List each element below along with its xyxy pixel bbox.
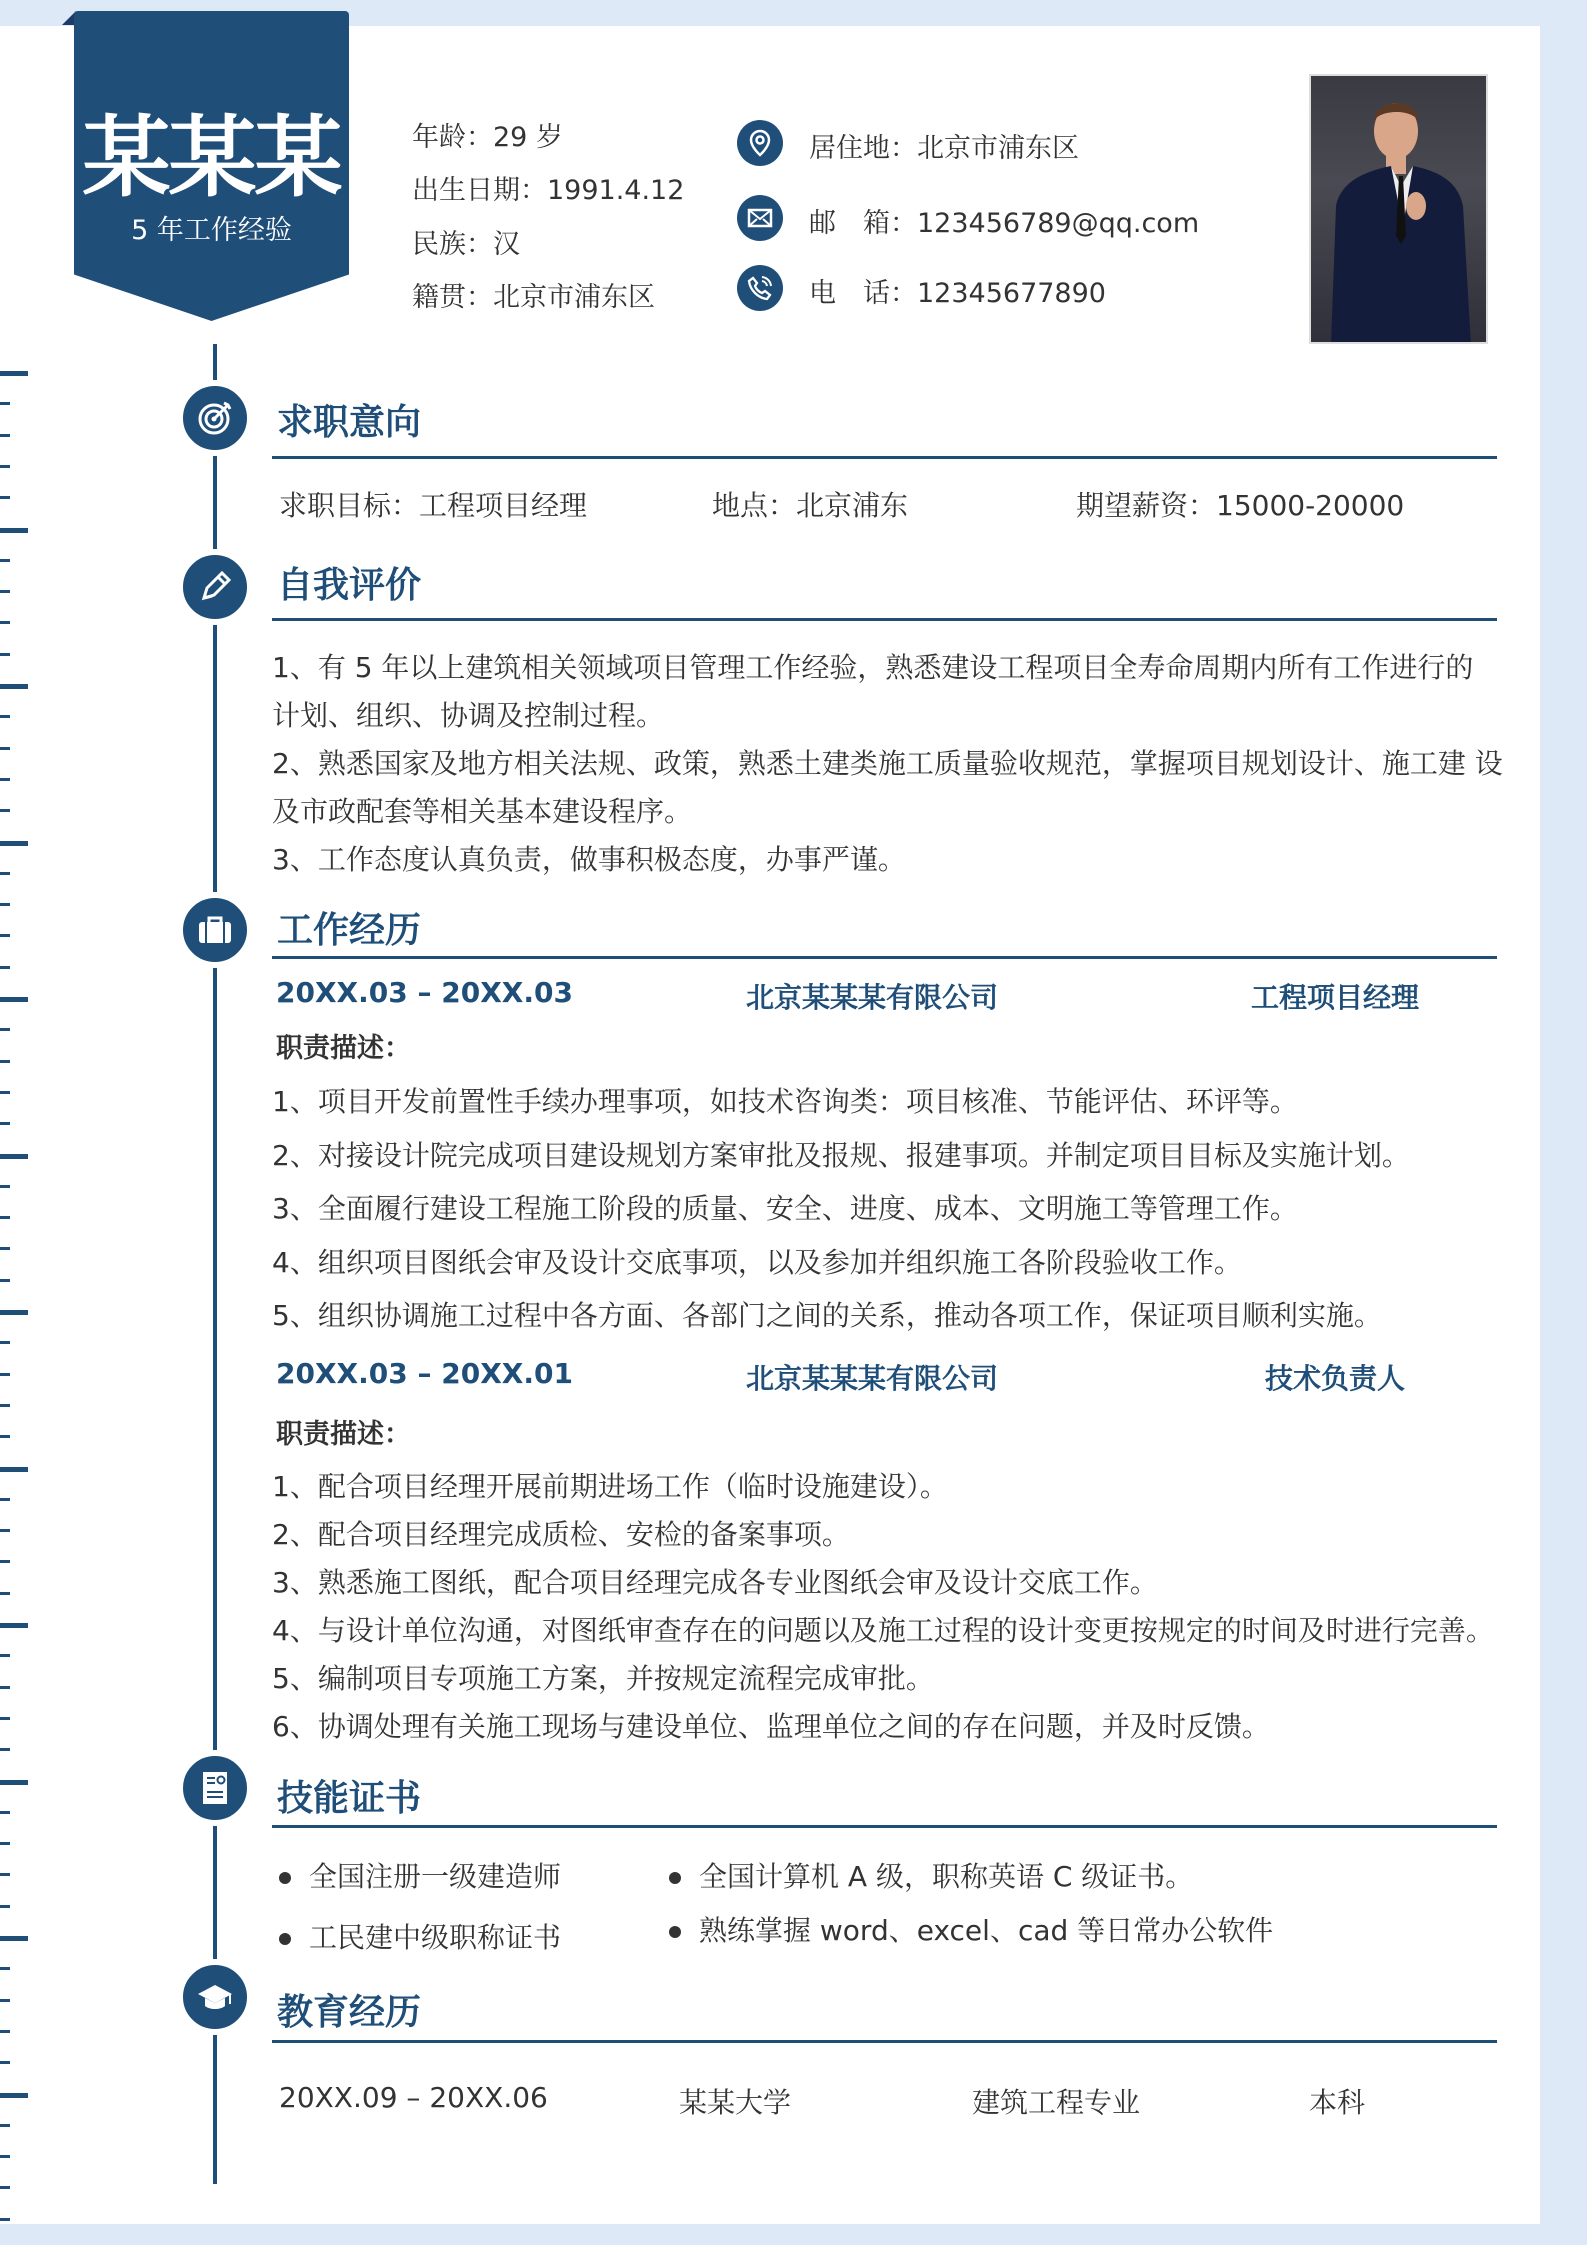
ruler-tick	[0, 434, 10, 437]
ruler-tick	[0, 2030, 10, 2033]
candidate-name: 某某某	[82, 106, 341, 209]
ruler-tick	[0, 1310, 28, 1315]
ruler-tick	[0, 1717, 10, 1720]
skill-text: 全国计算机 A 级，职称英语 C 级证书。	[699, 1860, 1194, 1893]
ruler-tick	[0, 653, 10, 656]
ruler-tick	[0, 2093, 28, 2098]
skill-item	[279, 1916, 561, 1956]
ruler-tick	[0, 1091, 10, 1094]
location-icon	[737, 120, 783, 166]
ruler-tick	[0, 2061, 10, 2064]
ruler-tick	[0, 528, 28, 533]
ruler-tick	[0, 1216, 10, 1219]
age: 年龄：29 岁	[412, 122, 563, 153]
bullet-icon	[669, 1926, 681, 1938]
experience-years: 5 年工作经验	[131, 215, 292, 246]
self-evaluation-line: 及市政配套等相关基本建设程序。	[272, 795, 693, 828]
ruler-tick	[0, 1435, 10, 1438]
ruler-tick	[0, 1279, 10, 1282]
ruler-tick	[0, 1467, 28, 1472]
email: 邮 箱：123456789@qq.com	[809, 208, 1200, 239]
birth-date: 出生日期：1991.4.12	[412, 175, 685, 206]
ruler-tick	[0, 1373, 10, 1376]
section-divider	[272, 956, 1497, 959]
section-divider	[272, 456, 1497, 459]
ruler-tick	[0, 1842, 10, 1845]
skill-item	[669, 1909, 1273, 1949]
certificate-icon	[177, 1750, 253, 1826]
bullet-icon	[669, 1872, 681, 1884]
pen-icon	[177, 549, 253, 625]
ruler-tick	[0, 559, 10, 562]
native-place: 籍贯：北京市浦东区	[412, 282, 655, 313]
job-goal: 求职目标：工程项目经理	[279, 489, 588, 522]
banner-fold	[62, 11, 76, 25]
job-company: 北京某某某有限公司	[745, 1362, 998, 1395]
section-divider	[272, 2040, 1497, 2043]
job-company: 北京某某某有限公司	[745, 981, 998, 1014]
ruler-tick	[0, 841, 28, 846]
mail-icon	[737, 195, 783, 241]
skill-text: 熟练掌握 word、excel、cad 等日常办公软件	[699, 1914, 1274, 1947]
residence: 居住地：北京市浦东区	[809, 133, 1079, 164]
ruler-tick	[0, 715, 10, 718]
section-title-self: 自我评价	[277, 565, 422, 606]
ruler-tick	[0, 684, 28, 689]
duty-item: 5、组织协调施工过程中各方面、各部门之间的关系，推动各项工作，保证项目顺利实施。	[272, 1299, 1382, 1332]
ruler-tick	[0, 1404, 10, 1407]
ruler-tick	[0, 2124, 10, 2127]
edu-date: 20XX.09 – 20XX.06	[279, 2081, 548, 2114]
ruler-tick	[0, 2155, 10, 2158]
ruler-tick	[0, 1811, 10, 1814]
edu-school: 某某大学	[679, 2086, 792, 2119]
duty-item: 3、熟悉施工图纸，配合项目经理完成各专业图纸会审及设计交底工作。	[272, 1566, 1158, 1599]
self-evaluation-line: 2、熟悉国家及地方相关法规、政策，熟悉土建类施工质量验收规范，掌握项目规划设计、施工建 设	[272, 747, 1503, 780]
ruler-tick	[0, 1560, 10, 1563]
target-icon	[177, 380, 253, 456]
ruler-tick	[0, 1529, 10, 1532]
job-date: 20XX.03 – 20XX.01	[276, 1357, 573, 1390]
self-evaluation-line: 1、有 5 年以上建筑相关领域项目管理工作经验，熟悉建设工程项目全寿命周期内所有工作进行的	[272, 651, 1474, 684]
ruler-tick	[0, 809, 10, 812]
skill-item	[279, 1855, 561, 1895]
section-divider	[272, 1825, 1497, 1828]
edu-major: 建筑工程专业	[972, 2086, 1141, 2119]
phone: 电 话：12345677890	[809, 278, 1106, 309]
duty-item: 3、全面履行建设工程施工阶段的质量、安全、进度、成本、文明施工等管理工作。	[272, 1192, 1298, 1225]
duty-item: 1、配合项目经理开展前期进场工作（临时设施建设）。	[272, 1470, 948, 1503]
ruler-tick	[0, 1498, 10, 1501]
ruler-tick	[0, 1905, 10, 1908]
ruler-tick	[0, 1122, 10, 1125]
ruler-tick	[0, 1028, 10, 1031]
job-date: 20XX.03 – 20XX.03	[276, 976, 573, 1009]
phone-icon	[737, 265, 783, 311]
skill-text: 工民建中级职称证书	[309, 1921, 562, 1954]
ruler-tick	[0, 1154, 28, 1159]
briefcase-icon	[177, 892, 253, 968]
duty-item: 5、编制项目专项施工方案，并按规定流程完成审批。	[272, 1662, 934, 1695]
ruler-tick	[0, 1592, 10, 1595]
duty-item: 4、组织项目图纸会审及设计交底事项，以及参加并组织施工各阶段验收工作。	[272, 1246, 1242, 1279]
expected-salary: 期望薪资：15000-20000	[1076, 489, 1405, 522]
section-divider	[272, 618, 1497, 621]
ruler-tick	[0, 1247, 10, 1250]
ruler-tick	[0, 1780, 28, 1785]
ruler-tick	[0, 402, 10, 405]
ruler-tick	[0, 1686, 10, 1689]
ruler-tick	[0, 872, 10, 875]
ruler-tick	[0, 496, 10, 499]
job-location: 地点：北京浦东	[712, 489, 909, 522]
ruler-tick	[0, 1185, 10, 1188]
bullet-icon	[279, 1933, 291, 1945]
ethnicity: 民族：汉	[412, 229, 520, 260]
duty-item: 1、项目开发前置性手续办理事项，如技术咨询类：项目核准、节能评估、环评等。	[272, 1085, 1298, 1118]
ruler-tick	[0, 1873, 10, 1876]
profile-photo	[1309, 74, 1488, 344]
graduation-cap-icon	[177, 1959, 253, 2035]
edu-degree: 本科	[1309, 2086, 1366, 2119]
ruler-tick	[0, 2186, 10, 2189]
job-position: 技术负责人	[1264, 1362, 1405, 1395]
duties-label: 职责描述：	[276, 1419, 411, 1450]
self-evaluation-line: 3、工作态度认真负责，做事积极态度，办事严谨。	[272, 843, 906, 876]
section-title-work: 工作经历	[277, 910, 422, 951]
ruler-tick	[0, 934, 10, 937]
bullet-icon	[279, 1872, 291, 1884]
ruler-tick	[0, 966, 10, 969]
duty-item: 2、配合项目经理完成质检、安检的备案事项。	[272, 1518, 850, 1551]
ruler-tick	[0, 1654, 10, 1657]
ruler-tick	[0, 621, 10, 624]
ruler-tick	[0, 1623, 28, 1628]
duty-item: 2、对接设计院完成项目建设规划方案审批及报规、报建事项。并制定项目目标及实施计划。	[272, 1139, 1410, 1172]
ruler-tick	[0, 1967, 10, 1970]
ruler-tick	[0, 1060, 10, 1063]
ruler-tick	[0, 371, 28, 376]
ruler-tick	[0, 1936, 28, 1941]
skill-text: 全国注册一级建造师	[309, 1860, 562, 1893]
ruler-tick	[0, 465, 10, 468]
ruler-tick	[0, 778, 10, 781]
duty-item: 6、协调处理有关施工现场与建设单位、监理单位之间的存在问题，并及时反馈。	[272, 1710, 1270, 1743]
ruler-tick	[0, 2218, 10, 2221]
section-title-education: 教育经历	[277, 1992, 422, 2033]
section-title-intent: 求职意向	[277, 402, 422, 443]
duty-item: 4、与设计单位沟通，对图纸审查存在的问题以及施工过程的设计变更按规定的时间及时进行完善。	[272, 1614, 1494, 1647]
ruler-tick	[0, 903, 10, 906]
skill-item	[669, 1855, 1193, 1895]
ruler-tick	[0, 747, 10, 750]
ruler-tick	[0, 590, 10, 593]
ruler-tick	[0, 1341, 10, 1344]
section-title-skills: 技能证书	[277, 1778, 422, 1819]
ruler-tick	[0, 1999, 10, 2002]
ruler-tick	[0, 1748, 10, 1751]
self-evaluation-line: 计划、组织、协调及控制过程。	[272, 699, 665, 732]
ruler-tick	[0, 997, 28, 1002]
job-position: 工程项目经理	[1250, 981, 1419, 1014]
duties-label: 职责描述：	[276, 1033, 411, 1064]
